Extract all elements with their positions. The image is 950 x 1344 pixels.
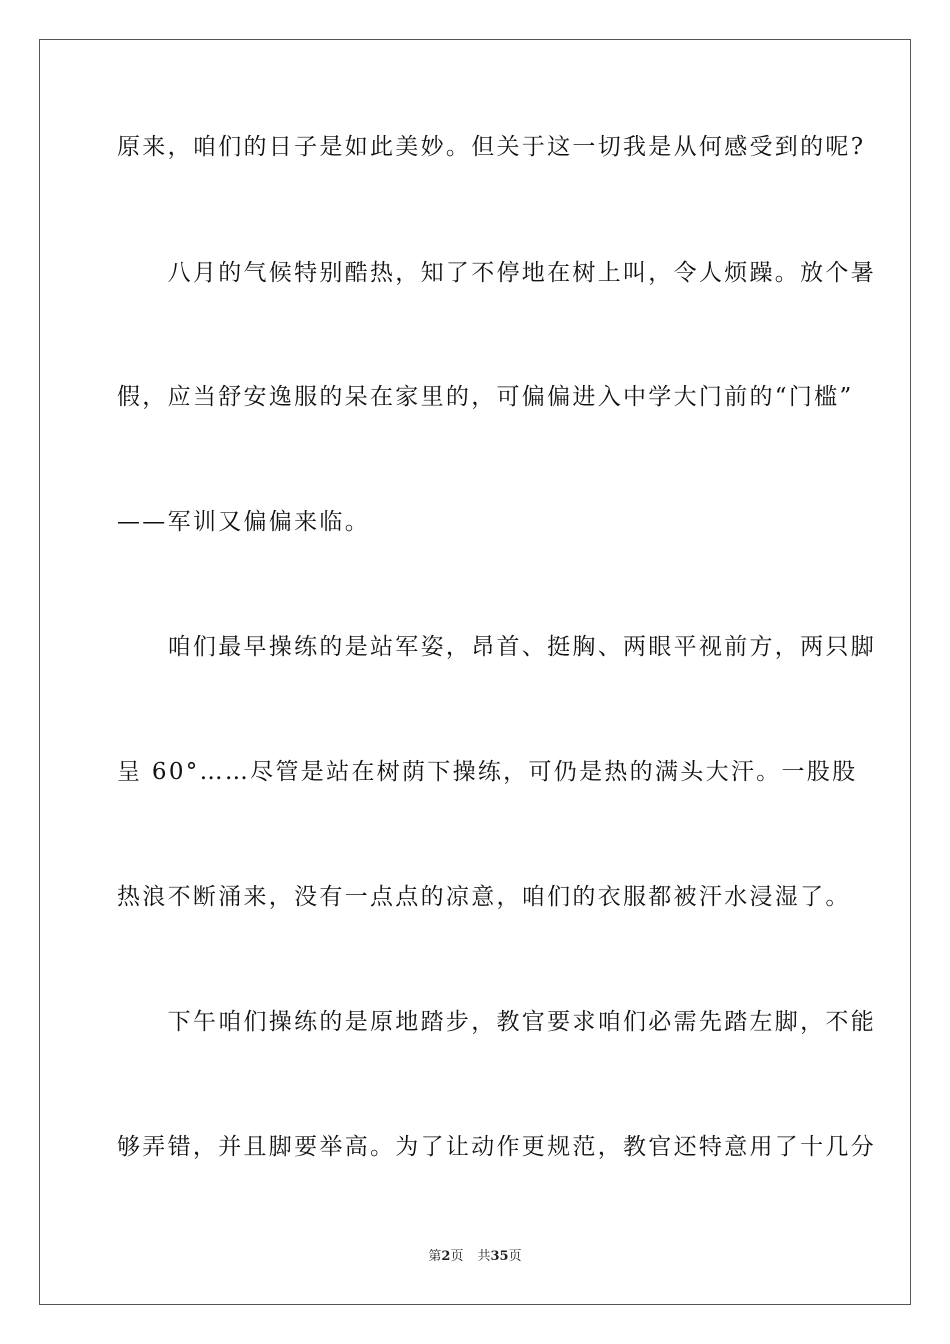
page-suffix: 页 [450, 1249, 464, 1264]
total-pages: 35 [490, 1249, 509, 1264]
body-line-1: 原来，咱们的日子是如此美妙。但关于这一切我是从何感受到的呢? [117, 134, 866, 160]
page-frame [39, 39, 911, 1305]
body-line-6: 呈 60°……尽管是站在树荫下操练，可仍是热的满头大汗。一股股 [117, 759, 858, 785]
body-line-9: 够弄错，并且脚要举高。为了让动作更规范，教官还特意用了十几分 [117, 1134, 876, 1160]
body-line-2: 八月的气候特别酷热，知了不停地在树上叫，令人烦躁。放个暑 [117, 260, 876, 286]
body-line-4: ——军训又偏偏来临。 [117, 509, 370, 535]
page-number: 2 [441, 1249, 451, 1264]
page-footer [0, 1249, 950, 1265]
body-line-5: 咱们最早操练的是站军姿，昂首、挺胸、两眼平视前方，两只脚 [117, 634, 876, 660]
body-line-8: 下午咱们操练的是原地踏步，教官要求咱们必需先踏左脚，不能 [117, 1009, 876, 1035]
page-prefix: 第 [428, 1249, 442, 1264]
total-suffix: 页 [508, 1249, 522, 1264]
body-line-7: 热浪不断涌来，没有一点点的凉意，咱们的衣服都被汗水浸湿了。 [117, 884, 851, 910]
body-line-3: 假，应当舒安逸服的呆在家里的，可偏偏进入中学大门前的“门槛” [117, 384, 854, 410]
total-prefix: 共 [477, 1249, 491, 1264]
